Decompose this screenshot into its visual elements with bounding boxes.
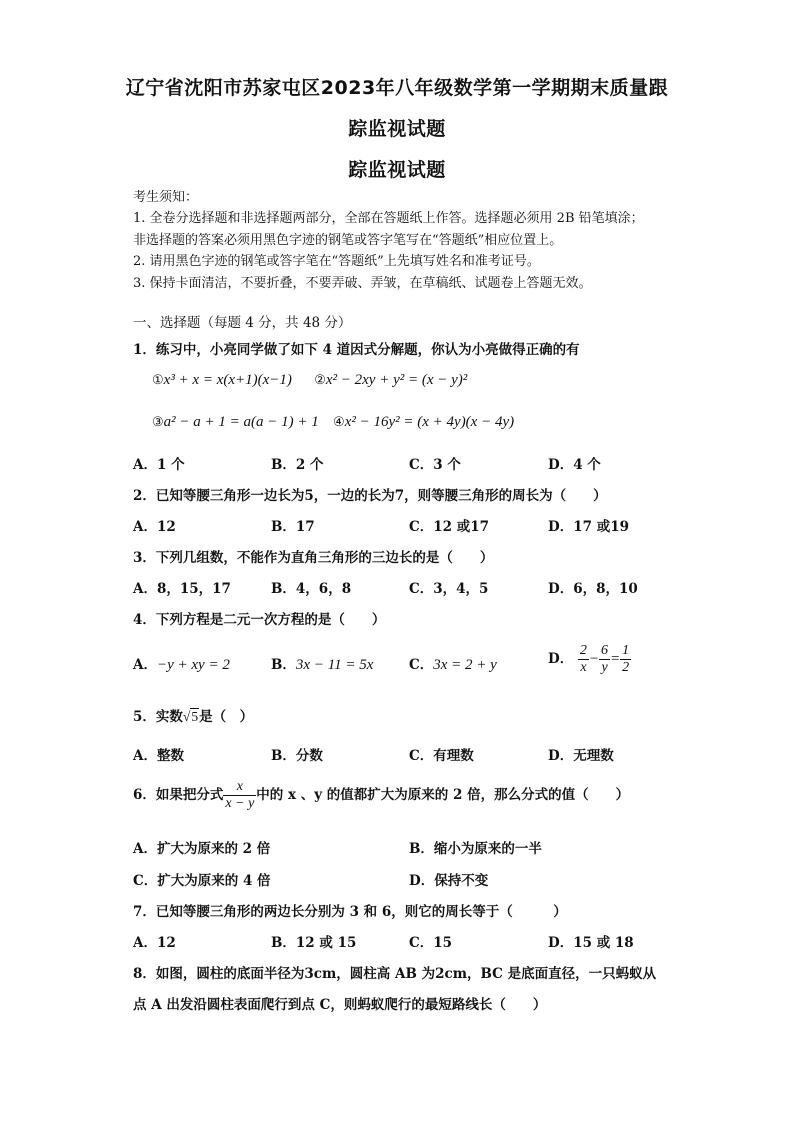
q1-option-b[interactable]: B．2 个: [271, 457, 324, 473]
formula-4: x² − 16y² = (x + 4y)(x − 4y): [344, 414, 515, 430]
q7-option-d[interactable]: D．15 或 18: [548, 935, 634, 951]
q4-option-b[interactable]: [271, 653, 373, 674]
q4-option-c-expr: 3x = 2 + y: [433, 657, 497, 673]
q3-option-a[interactable]: A．8，15，17: [133, 581, 231, 597]
formula-3-marker: ③: [152, 415, 164, 430]
q3-option-b[interactable]: B．4，6，8: [271, 581, 352, 597]
question-7-stem: 7．已知等腰三角形的两边长分别为 3 和 6，则它的周长等于（ ）: [133, 904, 567, 920]
q6-option-a[interactable]: A．扩大为原来的 2 倍: [133, 841, 271, 857]
q6-option-d[interactable]: D．保持不变: [409, 873, 489, 889]
question-4-stem: 4．下列方程是二元一次方程的是（ ）: [133, 612, 386, 628]
q4-option-b-label: B．: [271, 657, 296, 673]
q6-fraction-den: x − y: [225, 796, 255, 811]
q1-option-c[interactable]: C．3 个: [409, 457, 461, 473]
question-8-stem: 8．如图，圆柱的底面半径为3cm，圆柱高 AB 为2cm，BC 是底面直径，一只蚂蚁从: [133, 966, 657, 982]
q4-fraction-2: [599, 643, 610, 676]
formula-1: x³ + x = x(x+1)(x−1): [163, 372, 292, 388]
q4-fraction-3: [620, 643, 631, 676]
q2-option-d[interactable]: D．17 或19: [548, 519, 629, 535]
q6-fraction: [223, 779, 256, 812]
formula-2: x² − 2xy + y² = (x − y)²: [325, 372, 468, 388]
q4-option-c-label: C．: [409, 657, 434, 673]
notice-item-1-cont: 非选择题的答案必须用黑色字迹的钢笔或答字笔写在“答题纸”相应位置上。: [133, 233, 563, 248]
q4-minus-sign: −: [588, 651, 600, 667]
notice-item-2: 2. 请用黑色字迹的钢笔或答字笔在“答题纸”上先填写姓名和准考证号。: [133, 254, 540, 269]
q3-option-c[interactable]: C．3，4，5: [409, 581, 489, 597]
q4-option-c[interactable]: [409, 653, 497, 674]
q2-option-c[interactable]: C．12 或17: [409, 519, 490, 535]
q6-stem-post: 中的 x 、y 的值都扩大为原来的 2 倍，那么分式的值（ ）: [256, 787, 630, 803]
q2-option-a[interactable]: A．12: [133, 519, 176, 535]
q6-fraction-num: x: [223, 779, 256, 796]
q6-option-b[interactable]: B．缩小为原来的一半: [409, 841, 542, 857]
q7-option-a[interactable]: A．12: [133, 935, 176, 951]
q4-option-a[interactable]: [133, 653, 230, 674]
q5-radicand: 5: [191, 709, 199, 724]
formula-2-marker: ②: [314, 373, 326, 388]
q4-option-d[interactable]: [548, 643, 631, 676]
q7-option-c[interactable]: C．15: [409, 935, 453, 951]
question-5-stem: [133, 705, 253, 725]
q4-option-a-expr: −y + xy = 2: [156, 657, 230, 673]
q4-fraction-2-num: 6: [601, 643, 609, 658]
q4-option-d-label: D．: [548, 651, 574, 667]
q1-option-d[interactable]: D．4 个: [548, 457, 601, 473]
q4-fraction-1-den: x: [580, 660, 587, 675]
notice-item-1: 1. 全卷分选择题和非选择题两部分，全部在答题纸上作答。选择题必须用 2B 铅笔填涂；: [133, 211, 644, 226]
q4-fraction-1-num: 2: [579, 643, 587, 658]
q5-stem-pre: 5．实数: [133, 709, 183, 725]
question-6-stem: [133, 779, 629, 812]
question-1-stem: 1．练习中，小亮同学做了如下 4 道因式分解题，你认为小亮做得正确的有: [133, 342, 580, 358]
sqrt-5: √5: [182, 709, 199, 724]
question-1-formulas-row1: [152, 372, 467, 389]
q4-fraction-2-den: y: [601, 660, 608, 675]
q5-option-a[interactable]: A．整数: [133, 748, 184, 764]
page-title: 辽宁省沈阳市苏家屯区2023年八年级数学第一学期期末质量跟: [125, 77, 669, 99]
q5-option-b[interactable]: B．分数: [271, 748, 323, 764]
notice-heading: 考生须知：: [133, 190, 199, 205]
q2-option-b[interactable]: B．17: [271, 519, 315, 535]
q5-option-c[interactable]: C．有理数: [409, 748, 474, 764]
q4-fraction-1: [578, 643, 589, 676]
q4-option-b-expr: 3x − 11 = 5x: [295, 657, 374, 673]
q6-option-c[interactable]: C．扩大为原来的 4 倍: [133, 873, 271, 889]
question-8-stem-cont: 点 A 出发沿圆柱表面爬行到点 C，则蚂蚁爬行的最短路线长（ ）: [133, 997, 547, 1013]
formula-3: a² − a + 1 = a(a − 1) + 1: [163, 414, 319, 430]
formula-4-marker: ④: [333, 415, 345, 430]
question-1-formulas-row2: [152, 414, 514, 431]
page-title-continued: 踪监视试题: [348, 118, 446, 140]
q5-option-d[interactable]: D．无理数: [548, 748, 614, 764]
q4-fraction-3-den: 2: [622, 660, 630, 675]
q6-stem-pre: 6．如果把分式: [133, 787, 224, 803]
q4-fraction-3-num: 1: [622, 643, 630, 658]
q4-option-a-label: A．: [133, 657, 157, 673]
question-3-stem: 3．下列几组数，不能作为直角三角形的三边长的是（ ）: [133, 550, 494, 566]
q7-option-b[interactable]: B．12 或 15: [271, 935, 357, 951]
question-2-stem: 2．已知等腰三角形一边长为5，一边的长为7，则等腰三角形的周长为（ ）: [133, 488, 607, 504]
q1-option-a[interactable]: A．1 个: [133, 457, 185, 473]
q4-equals-sign: =: [610, 651, 621, 667]
section-heading: 一、选择题（每题 4 分，共 48 分）: [133, 315, 352, 331]
page-title-repeat: 踪监视试题: [348, 159, 446, 181]
notice-item-3: 3. 保持卡面清洁，不要折叠，不要弄破、弄皱，在草稿纸、试题卷上答题无效。: [133, 276, 592, 291]
q5-stem-post: 是（ ）: [199, 709, 254, 725]
q3-option-d[interactable]: D．6，8，10: [548, 581, 638, 597]
formula-1-marker: ①: [152, 373, 164, 388]
